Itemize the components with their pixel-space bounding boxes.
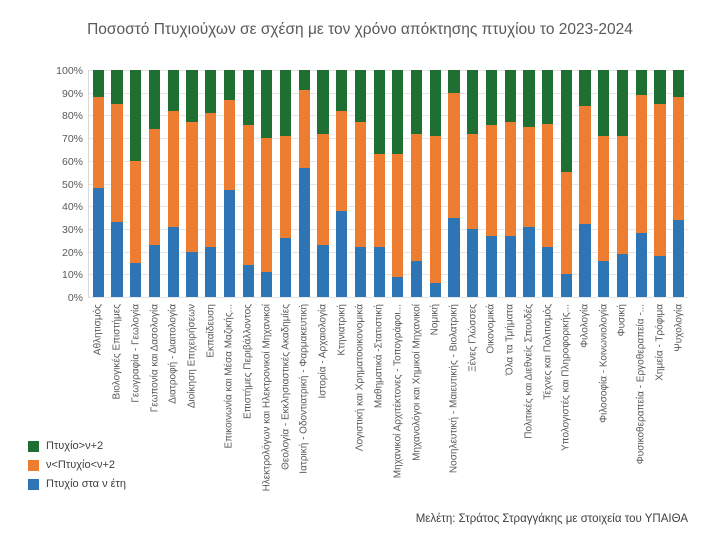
bar-segment: [93, 188, 104, 297]
bar-group: [482, 70, 501, 354]
bar-segment: [205, 247, 216, 297]
source-note: Μελέτη: Στράτος Στραγγάκης με στοιχεία του ΥΠΑΙΘΑ: [415, 513, 688, 525]
bar-group: [445, 70, 464, 474]
bar-group: [145, 70, 164, 413]
legend-item: [28, 478, 126, 490]
bar-segment: [523, 70, 534, 127]
x-axis-tick-label: Θεολογία - Εκκλησιαστικές Ακαδημίες: [280, 304, 292, 470]
bar-segment: [523, 227, 534, 297]
x-axis-tick-label: Βιολογικές Επιστήμες: [111, 304, 123, 400]
stacked-bar: [411, 70, 422, 297]
bar-group: [314, 70, 333, 399]
bar-segment: [261, 272, 272, 297]
bar-group: [276, 70, 295, 470]
stacked-bar: [505, 70, 516, 297]
stacked-bar: [299, 70, 310, 297]
x-axis-tick-label: Φυσικοθεραπεία - Εργοθεραπεία -...: [635, 304, 647, 465]
stacked-bar: [654, 70, 665, 297]
bar-segment: [149, 70, 160, 129]
bar-group: [295, 70, 314, 474]
bar-segment: [411, 261, 422, 297]
x-axis-tick-label: Γεωγραφία - Γεωλογία: [130, 304, 142, 403]
bar-segment: [523, 127, 534, 227]
y-axis-tick-label: 70%: [61, 133, 83, 146]
legend-item: [28, 459, 126, 471]
bar-segment: [673, 70, 684, 97]
bar-group: [651, 70, 670, 381]
x-axis-tick-label: Γεωπονία και Δασολογία: [149, 304, 161, 413]
bar-segment: [561, 70, 572, 172]
bar-segment: [111, 70, 122, 104]
legend-label: Πτυχίο>ν+2: [46, 440, 104, 452]
x-axis-tick-label: Εκπαίδευση: [205, 304, 217, 358]
y-axis-tick-label: 30%: [61, 223, 83, 236]
bar-segment: [243, 70, 254, 124]
x-axis-tick-label: Αθλητισμός: [92, 304, 104, 356]
bar-segment: [224, 70, 235, 100]
bar-segment: [579, 106, 590, 224]
bar-segment: [392, 277, 403, 297]
x-axis-tick-label: Οικονομικά: [485, 304, 497, 354]
x-axis-tick-label: Επικοινωνία και Μέσα Μαζικής...: [223, 304, 235, 449]
stacked-bar: [149, 70, 160, 297]
x-axis-tick-label: Φυσική: [616, 304, 628, 337]
bar-group: [426, 70, 445, 336]
bar-segment: [654, 256, 665, 297]
bar-segment: [467, 229, 478, 297]
legend-label: Πτυχίο στα ν έτη: [46, 478, 127, 490]
bar-segment: [299, 70, 310, 90]
stacked-bar: [186, 70, 197, 297]
bar-segment: [336, 111, 347, 211]
bar-group: [89, 70, 108, 356]
x-axis-tick-label: Όλα τα Τμήματα: [504, 304, 516, 376]
bar-segment: [205, 70, 216, 113]
bar-segment: [111, 104, 122, 222]
bar-segment: [579, 224, 590, 297]
stacked-bar: [205, 70, 216, 297]
x-axis-tick-label: Ιατρική - Οδοντιατρική - Φαρμακευτική: [298, 304, 310, 474]
bar-segment: [654, 104, 665, 256]
stacked-bar: [467, 70, 478, 297]
stacked-bar: [224, 70, 235, 297]
bar-segment: [392, 70, 403, 154]
bar-segment: [130, 70, 141, 161]
bar-segment: [636, 233, 647, 297]
bar-segment: [598, 136, 609, 261]
stacked-bar: [336, 70, 347, 297]
x-axis-tick-label: Λογιστική και Χρηματοοικονομικά: [354, 304, 366, 452]
bar-segment: [93, 97, 104, 188]
bar-segment: [168, 227, 179, 297]
bar-group: [126, 70, 145, 403]
x-axis-tick-label: Νοσηλευτική - Μαιευτικής - Βιολατρική: [448, 304, 460, 474]
x-axis-tick-label: Νομική: [429, 304, 441, 336]
bar-segment: [411, 70, 422, 134]
stacked-bar: [317, 70, 328, 297]
bar-group: [370, 70, 389, 409]
bar-segment: [411, 134, 422, 261]
bar-segment: [448, 218, 459, 297]
bar-segment: [243, 125, 254, 266]
bar-segment: [149, 129, 160, 245]
bar-segment: [430, 70, 441, 136]
bar-segment: [186, 70, 197, 122]
legend-item: [28, 440, 126, 452]
x-axis-tick-label: Ηλεκτρολόγων και Ηλεκτρονικοί Μηχανικοί: [261, 304, 273, 492]
bar-segment: [168, 111, 179, 227]
bar-segment: [280, 238, 291, 297]
bar-segment: [430, 136, 441, 284]
bar-segment: [149, 245, 160, 297]
stacked-bar: [280, 70, 291, 297]
bar-segment: [505, 70, 516, 122]
x-axis-tick-label: Διοίκηση Επιχειρήσεων: [186, 304, 198, 409]
chart-title: Ποσοστό Πτυχιούχων σε σχέση με τον χρόνο απόκτησης πτυχίου το 2023-2024: [87, 21, 633, 38]
stacked-bar: [598, 70, 609, 297]
stacked-bar: [392, 70, 403, 297]
bar-group: [463, 70, 482, 372]
bar-segment: [448, 70, 459, 93]
x-axis-tick-label: Μηχανικοί Αρχιτέκτονες - Τοπογράφοι...: [392, 304, 404, 479]
bar-segment: [261, 70, 272, 138]
stacked-bar: [243, 70, 254, 297]
bar-segment: [299, 90, 310, 167]
bar-segment: [130, 161, 141, 263]
bar-segment: [111, 222, 122, 297]
chart-legend: [28, 440, 126, 497]
bar-group: [239, 70, 258, 420]
bar-segment: [317, 70, 328, 134]
bar-segment: [579, 70, 590, 106]
bar-segment: [636, 95, 647, 233]
stacked-bar: [111, 70, 122, 297]
y-axis-tick-label: 50%: [61, 178, 83, 191]
stacked-bar: [448, 70, 459, 297]
bar-segment: [168, 70, 179, 111]
stacked-bar: [617, 70, 628, 297]
bar-segment: [299, 168, 310, 297]
legend-swatch: [28, 441, 39, 452]
legend-swatch: [28, 460, 39, 471]
bar-segment: [430, 283, 441, 297]
x-axis-tick-label: Τέχνες και Πολιτισμός: [542, 304, 554, 400]
bar-segment: [186, 122, 197, 251]
bar-segment: [542, 70, 553, 124]
bar-group: [407, 70, 426, 461]
bar-segment: [654, 70, 665, 104]
bar-segment: [505, 236, 516, 297]
bar-segment: [317, 245, 328, 297]
bar-group: [351, 70, 370, 452]
stacked-bar: [355, 70, 366, 297]
stacked-bar: [93, 70, 104, 297]
bar-group: [220, 70, 239, 449]
bar-segment: [392, 154, 403, 277]
bar-segment: [336, 70, 347, 111]
bar-group: [669, 70, 688, 352]
bar-group: [108, 70, 127, 400]
bar-group: [594, 70, 613, 423]
bar-segment: [542, 247, 553, 297]
bar-group: [201, 70, 220, 358]
bar-segment: [130, 263, 141, 297]
y-axis-tick-label: 20%: [61, 246, 83, 259]
stacked-bar: [261, 70, 272, 297]
y-axis-tick-label: 100%: [56, 65, 83, 77]
y-axis-tick-label: 10%: [61, 269, 83, 282]
bar-segment: [598, 261, 609, 297]
x-axis-tick-label: Ιστορία - Αρχαιολογία: [317, 304, 329, 399]
bar-group: [576, 70, 595, 348]
bar-segment: [467, 134, 478, 229]
bar-group: [538, 70, 557, 400]
bar-segment: [374, 154, 385, 247]
bar-segment: [617, 136, 628, 254]
bar-segment: [224, 100, 235, 191]
stacked-bar: [486, 70, 497, 297]
bar-segment: [673, 220, 684, 297]
bar-segment: [224, 190, 235, 297]
stacked-bar: [523, 70, 534, 297]
bar-segment: [448, 93, 459, 218]
legend-label: ν<Πτυχίο<ν+2: [46, 459, 116, 471]
bar-segment: [486, 125, 497, 236]
bar-segment: [186, 252, 197, 297]
bar-group: [257, 70, 276, 492]
bar-segment: [280, 70, 291, 136]
bar-segment: [561, 274, 572, 297]
x-axis-tick-label: Φιλολογία: [579, 304, 591, 348]
bar-segment: [374, 70, 385, 154]
x-axis-tick-label: Μηχανολόγοι και Χημικοί Μηχανικοί: [411, 304, 423, 461]
bar-segment: [636, 70, 647, 95]
stacked-bar: [673, 70, 684, 297]
y-axis-tick-label: 60%: [61, 155, 83, 168]
y-axis-tick-label: 80%: [61, 110, 83, 123]
bar-group: [332, 70, 351, 356]
bar-group: [632, 70, 651, 465]
bar-segment: [317, 134, 328, 245]
x-axis-tick-label: Μαθηματικά -Στατιστική: [373, 304, 385, 409]
bar-group: [613, 70, 632, 337]
x-axis-tick-label: Ψυχολογία: [673, 304, 685, 352]
bar-series-group: [89, 70, 688, 492]
bar-segment: [505, 122, 516, 236]
x-axis-tick-label: Χημεία - Τρόφιμα: [654, 304, 666, 381]
y-axis-tick-label: 0%: [67, 292, 83, 304]
bar-segment: [280, 136, 291, 238]
bar-group: [183, 70, 202, 409]
stacked-bar: [374, 70, 385, 297]
stacked-bar: [430, 70, 441, 297]
bar-segment: [486, 236, 497, 297]
stacked-bar: [579, 70, 590, 297]
bar-segment: [467, 70, 478, 134]
x-axis-tick-label: Κτηνιατρική: [336, 304, 348, 356]
bar-group: [557, 70, 576, 451]
x-axis-tick-label: Ξένες Γλώσσες: [467, 304, 479, 372]
bar-segment: [205, 113, 216, 247]
gridline: [67, 292, 688, 304]
bar-segment: [673, 97, 684, 220]
bar-segment: [617, 254, 628, 297]
stacked-bar: [561, 70, 572, 297]
bar-group: [501, 70, 520, 376]
y-axis-tick-label: 40%: [61, 201, 83, 214]
bar-segment: [561, 172, 572, 274]
x-axis-tick-label: Επιστήμες Περιβάλλοντος: [242, 304, 254, 420]
legend-swatch: [28, 479, 39, 490]
bar-segment: [542, 124, 553, 247]
bar-group: [389, 70, 408, 479]
bar-segment: [336, 211, 347, 297]
bar-segment: [261, 138, 272, 272]
bar-segment: [598, 70, 609, 136]
bar-segment: [355, 70, 366, 122]
bar-segment: [486, 70, 497, 124]
bar-segment: [243, 265, 254, 297]
stacked-bar: [636, 70, 647, 297]
bar-segment: [355, 122, 366, 247]
stacked-bar: [542, 70, 553, 297]
y-axis-tick-label: 90%: [61, 87, 83, 100]
x-axis-tick-label: Πολιτικές και Διεθνείς Σπουδές: [523, 304, 535, 439]
x-axis-tick-label: Φιλοσοφία - Κοινωνιολογία: [598, 304, 610, 423]
x-axis-tick-label: Υπολογιστές και Πληροφορικής...: [560, 304, 572, 451]
bar-segment: [374, 247, 385, 297]
bar-segment: [93, 70, 104, 97]
stacked-bar: [130, 70, 141, 297]
bar-group: [164, 70, 183, 404]
x-axis-tick-label: Διατροφή - Διαιτολογία: [167, 304, 179, 404]
bar-segment: [617, 70, 628, 136]
stacked-bar: [168, 70, 179, 297]
bar-segment: [355, 247, 366, 297]
bar-group: [520, 70, 539, 439]
